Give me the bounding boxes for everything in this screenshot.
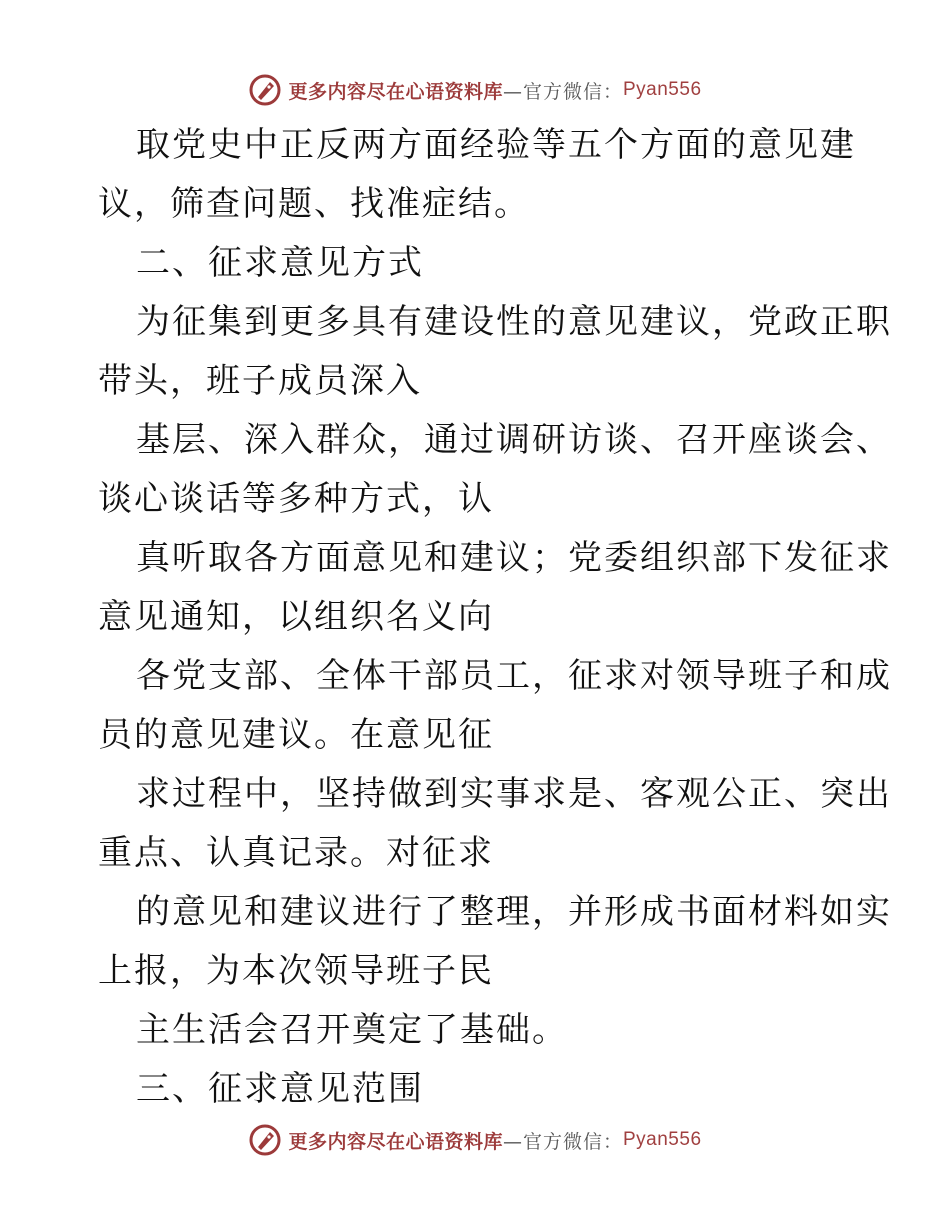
text-line: 谈心谈话等多种方式，认	[98, 479, 494, 519]
document-body	[98, 116, 892, 1119]
text-line: 的意见和建议进行了整理，并形成书面材料如实	[136, 892, 892, 932]
pen-nib-seal-icon	[248, 73, 282, 107]
text-line: 员的意见建议。在意见征	[98, 715, 494, 755]
text-line: 意见通知，以组织名义向	[98, 597, 494, 637]
banner-site-name: 更多内容尽在心语资料库	[288, 1130, 503, 1153]
text-line: 上报，为本次领导班子民	[98, 951, 494, 991]
text-line: 取党史中正反两方面经验等五个方面的意见建	[136, 125, 856, 165]
text-line: 议，筛查问题、找准症结。	[98, 184, 530, 224]
pen-nib-seal-icon	[248, 1123, 282, 1157]
banner-site-name: 更多内容尽在心语资料库	[288, 80, 503, 103]
text-line: 真听取各方面意见和建议；党委组织部下发征求	[136, 538, 892, 578]
banner-wechat-id: Pyan556	[623, 79, 702, 100]
header-banner	[0, 70, 950, 110]
text-line: 二、征求意见方式	[136, 243, 424, 283]
text-line: 为征集到更多具有建设性的意见建议，党政正职	[136, 302, 892, 342]
text-line: 三、征求意见范围	[136, 1069, 424, 1109]
footer-banner	[0, 1120, 950, 1160]
banner-wechat-label: —官方微信：	[502, 1130, 623, 1153]
text-line: 主生活会召开奠定了基础。	[136, 1010, 568, 1050]
text-line: 重点、认真记录。对征求	[98, 833, 494, 873]
banner-wechat-id: Pyan556	[623, 1129, 702, 1150]
text-line: 基层、深入群众，通过调研访谈、召开座谈会、	[136, 420, 892, 460]
text-line: 求过程中，坚持做到实事求是、客观公正、突出	[136, 774, 892, 814]
text-line: 带头，班子成员深入	[98, 361, 422, 401]
text-line: 各党支部、全体干部员工，征求对领导班子和成	[136, 656, 892, 696]
banner-wechat-label: —官方微信：	[502, 80, 623, 103]
